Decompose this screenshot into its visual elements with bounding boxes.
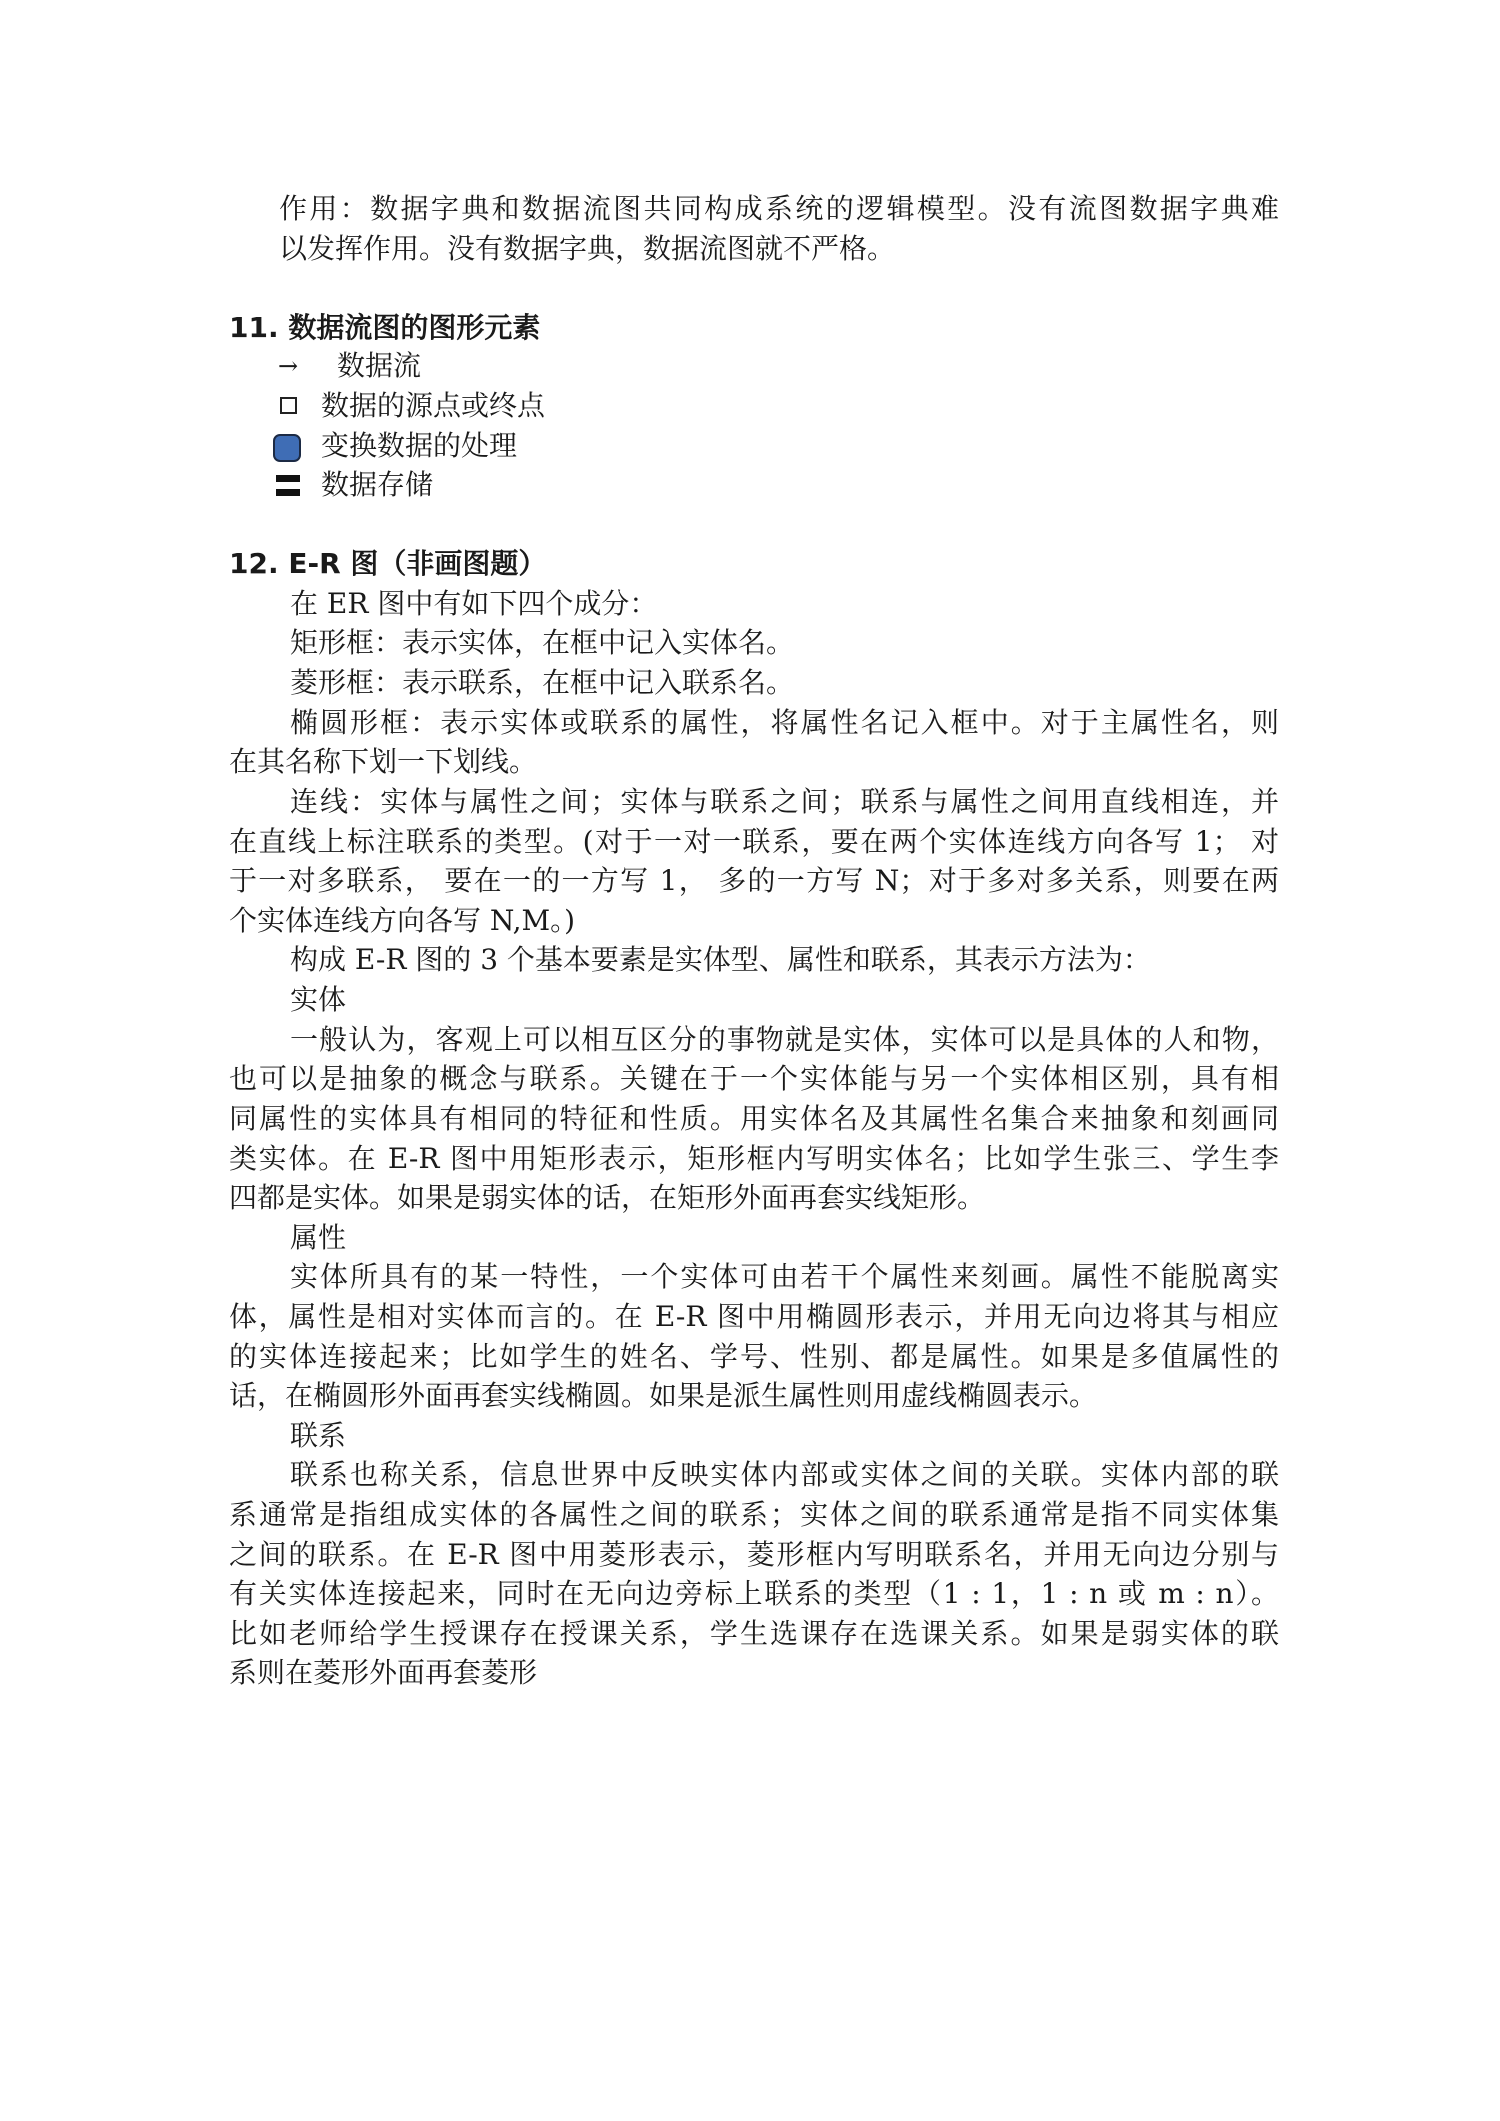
body-line: 话，在椭圆形外面再套实线椭圆。如果是派生属性则用虚线椭圆表示。 — [229, 1379, 1098, 1412]
legend-label: 数据存储 — [321, 468, 434, 501]
body-line: 也可以是抽象的概念与联系。关键在于一个实体能与另一个实体相区别，具有相 — [229, 1062, 1279, 1095]
body-line: 个实体连线方向各写 N,M。) — [229, 904, 576, 937]
body-line: 椭圆形框：表示实体或联系的属性，将属性名记入框中。对于主属性名，则 — [290, 706, 1279, 739]
subheading-relationship: 联系 — [290, 1419, 347, 1452]
body-line: 之间的联系。在 E-R 图中用菱形表示，菱形框内写明联系名，并用无向边分别与 — [229, 1538, 1279, 1571]
body-line: 有关实体连接起来，同时在无向边旁标上联系的类型（1 : 1，1 : n 或 m : n）。 — [229, 1577, 1279, 1610]
body-line: 的实体连接起来；比如学生的姓名、学号、性别、都是属性。如果是多值属性的 — [229, 1340, 1279, 1373]
body-line: 系通常是指组成实体的各属性之间的联系；实体之间的联系通常是指不同实体集 — [229, 1498, 1279, 1531]
body-line: 在直线上标注联系的类型。(对于一对一联系，要在两个实体连线方向各写 1； 对 — [229, 825, 1279, 858]
body-line: 体，属性是相对实体而言的。在 E-R 图中用椭圆形表示，并用无向边将其与相应 — [229, 1300, 1279, 1333]
body-line: 类实体。在 E-R 图中用矩形表示，矩形框内写明实体名；比如学生张三、学生李 — [229, 1142, 1279, 1175]
section-heading: 12. E-R 图（非画图题） — [229, 547, 547, 580]
double-bar-icon — [276, 475, 300, 496]
body-line: 比如老师给学生授课存在授课关系，学生选课存在选课关系。如果是弱实体的联 — [229, 1617, 1279, 1650]
subheading-attribute: 属性 — [290, 1221, 347, 1254]
rounded-rectangle-icon — [273, 434, 301, 462]
body-line: 连线：实体与属性之间；实体与联系之间；联系与属性之间用直线相连，并 — [290, 785, 1279, 818]
body-line: 四都是实体。如果是弱实体的话，在矩形外面再套实线矩形。 — [229, 1181, 986, 1214]
body-line: 同属性的实体具有相同的特征和性质。用实体名及其属性名集合来抽象和刻画同 — [229, 1102, 1279, 1135]
body-line: 构成 E-R 图的 3 个基本要素是实体型、属性和联系，其表示方法为： — [290, 943, 1151, 976]
body-line: 在其名称下划一下划线。 — [229, 745, 538, 778]
paragraph-line: 作用：数据字典和数据流图共同构成系统的逻辑模型。没有流图数据字典难 — [279, 192, 1279, 225]
body-line: 一般认为，客观上可以相互区分的事物就是实体，实体可以是具体的人和物， — [290, 1023, 1279, 1056]
section-heading: 11. 数据流图的图形元素 — [229, 311, 541, 344]
body-line: 系则在菱形外面再套菱形 — [229, 1656, 538, 1689]
body-line: 菱形框：表示联系，在框中记入联系名。 — [290, 666, 795, 699]
square-outline-icon — [280, 397, 297, 414]
body-line: 实体所具有的某一特性，一个实体可由若干个属性来刻画。属性不能脱离实 — [290, 1260, 1279, 1293]
legend-label: 变换数据的处理 — [321, 429, 518, 462]
legend-label: 数据的源点或终点 — [321, 389, 546, 422]
arrow-icon: → — [278, 352, 299, 380]
paragraph-line: 以发挥作用。没有数据字典，数据流图就不严格。 — [279, 232, 896, 265]
subheading-entity: 实体 — [290, 983, 347, 1016]
legend-label: 数据流 — [337, 349, 422, 382]
body-line: 在 ER 图中有如下四个成分： — [290, 587, 658, 620]
body-line: 于一对多联系， 要在一的一方写 1， 多的一方写 N；对于多对多关系，则要在两 — [229, 864, 1279, 897]
body-line: 矩形框：表示实体，在框中记入实体名。 — [290, 626, 795, 659]
body-line: 联系也称关系，信息世界中反映实体内部或实体之间的关联。实体内部的联 — [290, 1458, 1279, 1491]
